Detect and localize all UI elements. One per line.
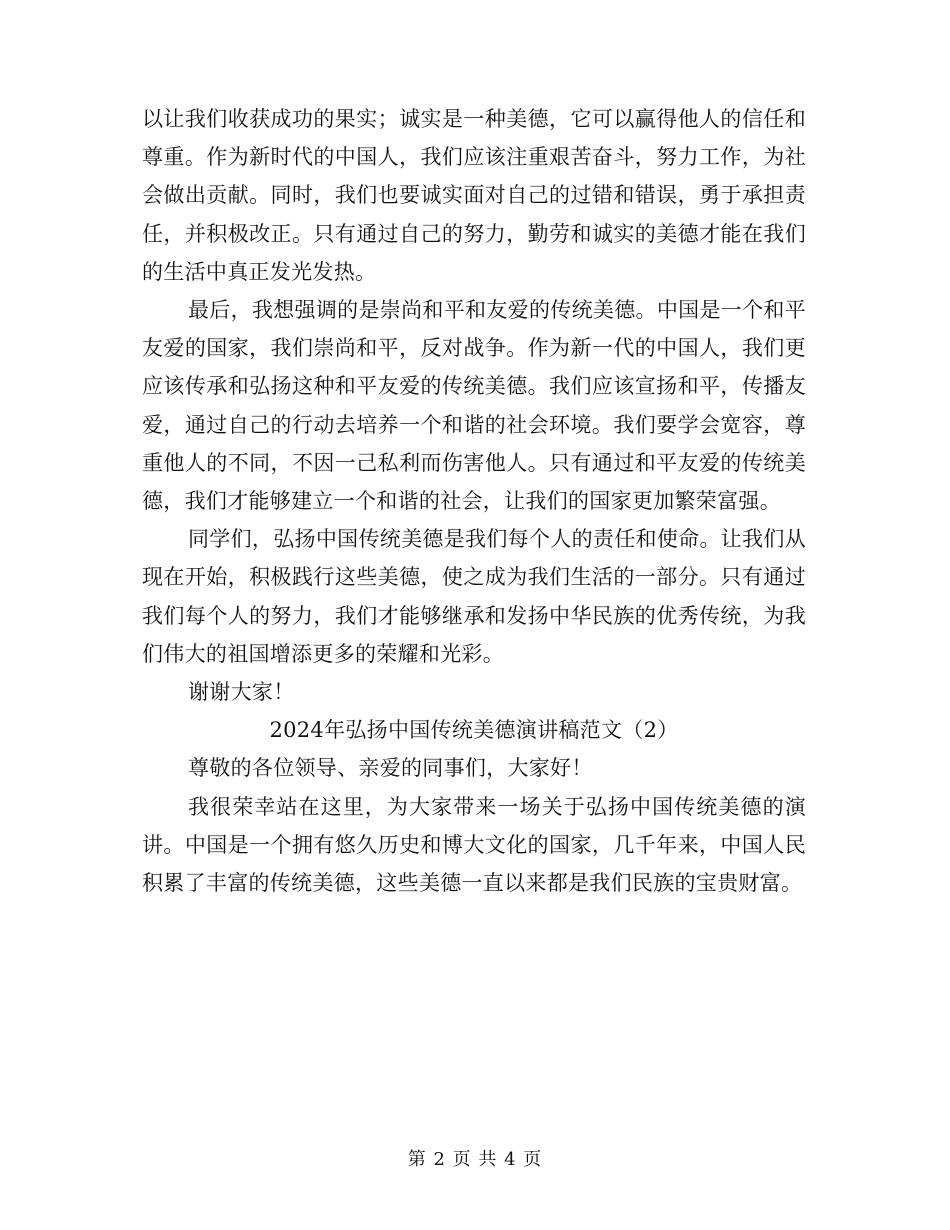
paragraph-continuation: 以让我们收获成功的果实；诚实是一种美德，它可以赢得他人的信任和尊重。作为新时代的中国人，我们应该注重艰苦奋斗，努力工作，为社会做出贡献。同时，我们也要诚实面对自己的过错和错误，勇于承担责任，并积极改正。只有通过自己的努力，勤劳和诚实的美德才能在我们的生活中真正发光发热。	[142, 107, 806, 284]
paragraph-thanks: 谢谢大家！	[188, 680, 295, 705]
page-number-footer: 第 2 页 共 4 页	[407, 1149, 543, 1170]
paragraph-responsibility: 同学们，弘扬中国传统美德是我们每个人的责任和使命。让我们从现在开始，积极践行这些美德，使之成为我们生活的一部分。只有通过我们每个人的努力，我们才能够继承和发扬中华民族的优秀传统，为我们伟大的祖国增添更多的荣耀和光彩。	[142, 527, 806, 666]
paragraph-intro: 我很荣幸站在这里，为大家带来一场关于弘扬中国传统美德的演讲。中国是一个拥有悠久历史和博大文化的国家，几千年来，中国人民积累了丰富的传统美德，这些美德一直以来都是我们民族的宝贵财富。	[142, 794, 806, 896]
document-body	[142, 100, 806, 902]
section-title: 2024年弘扬中国传统美德演讲稿范文（2）	[269, 718, 679, 743]
paragraph-peace-virtue: 最后，我想强调的是崇尚和平和友爱的传统美德。中国是一个和平友爱的国家，我们崇尚和平，反对战争。作为新一代的中国人，我们更应该传承和弘扬这种和平友爱的传统美德。我们应该宣扬和平，传播友爱，通过自己的行动去培养一个和谐的社会环境。我们要学会宽容，尊重他人的不同，不因一己私利而伤害他人。只有通过和平友爱的传统美德，我们才能够建立一个和谐的社会，让我们的国家更加繁荣富强。	[142, 298, 806, 514]
paragraph-greeting: 尊敬的各位领导、亲爱的同事们，大家好！	[188, 756, 593, 781]
